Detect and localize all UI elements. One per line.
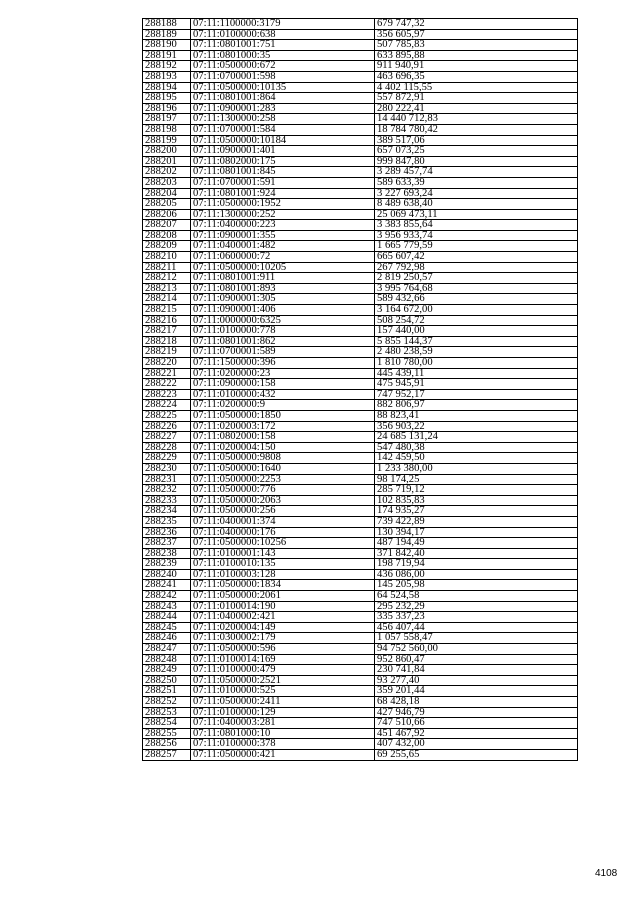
value-cell: 3 995 764,68: [375, 283, 578, 294]
value-cell: 911 940,91: [375, 61, 578, 72]
value-cell: 633 895,88: [375, 50, 578, 61]
cadastral-number-cell: 07:11:0500000:1850: [191, 410, 375, 421]
cadastral-number-cell: 07:11:0700001:589: [191, 347, 375, 358]
cadastral-number-cell: 07:11:0900001:305: [191, 294, 375, 305]
cadastral-number-cell: 07:11:0700001:584: [191, 124, 375, 135]
value-cell: 589 633,39: [375, 177, 578, 188]
cadastral-number-cell: 07:11:0200004:150: [191, 442, 375, 453]
row-number-cell: 288232: [143, 485, 191, 496]
cadastral-number-cell: 07:11:0500000:2411: [191, 697, 375, 708]
value-cell: 747 510,66: [375, 718, 578, 729]
cadastral-number-cell: 07:11:0500000:2521: [191, 675, 375, 686]
table-row: [143, 601, 578, 612]
row-number-cell: 288188: [143, 19, 191, 30]
row-number-cell: 288214: [143, 294, 191, 305]
cadastral-number-cell: 07:11:0500000:256: [191, 506, 375, 517]
row-number-cell: 288246: [143, 633, 191, 644]
cadastral-number-cell: 07:11:0900001:355: [191, 230, 375, 241]
value-cell: 456 407,44: [375, 622, 578, 633]
value-cell: 557 872,91: [375, 93, 578, 104]
row-number-cell: 288194: [143, 82, 191, 93]
row-number-cell: 288247: [143, 644, 191, 655]
row-number-cell: 288256: [143, 739, 191, 750]
value-cell: 18 784 780,42: [375, 124, 578, 135]
row-number-cell: 288201: [143, 156, 191, 167]
value-cell: 130 394,17: [375, 527, 578, 538]
value-cell: 463 696,35: [375, 71, 578, 82]
row-number-cell: 288205: [143, 199, 191, 210]
cadastral-number-cell: 07:11:0802000:175: [191, 156, 375, 167]
value-cell: 445 439,11: [375, 368, 578, 379]
table-row: [143, 156, 578, 167]
value-cell: 24 685 131,24: [375, 432, 578, 443]
row-number-cell: 288208: [143, 230, 191, 241]
value-cell: 157 440,00: [375, 326, 578, 337]
row-number-cell: 288257: [143, 749, 191, 760]
cadastral-number-cell: 07:11:0801001:845: [191, 167, 375, 178]
row-number-cell: 288235: [143, 516, 191, 527]
value-cell: 285 719,12: [375, 485, 578, 496]
cadastral-number-cell: 07:11:1100000:3179: [191, 19, 375, 30]
table-row: [143, 283, 578, 294]
row-number-cell: 288199: [143, 135, 191, 146]
table-row: [143, 252, 578, 263]
value-cell: 142 459,50: [375, 453, 578, 464]
value-cell: 3 383 855,64: [375, 220, 578, 231]
cadastral-number-cell: 07:11:0700001:598: [191, 71, 375, 82]
table-row: [143, 527, 578, 538]
table-row: [143, 305, 578, 316]
value-cell: 679 747,32: [375, 19, 578, 30]
table-row: [143, 654, 578, 665]
value-cell: 436 086,00: [375, 569, 578, 580]
cadastral-number-cell: 07:11:0500000:10184: [191, 135, 375, 146]
value-cell: 1 665 779,59: [375, 241, 578, 252]
table-row: [143, 739, 578, 750]
row-number-cell: 288207: [143, 220, 191, 231]
row-number-cell: 288203: [143, 177, 191, 188]
table-row: [143, 368, 578, 379]
value-cell: 280 222,41: [375, 103, 578, 114]
table-row: [143, 633, 578, 644]
table-row: [143, 347, 578, 358]
row-number-cell: 288242: [143, 591, 191, 602]
cadastral-number-cell: 07:11:0801001:924: [191, 188, 375, 199]
cadastral-number-cell: 07:11:0400000:176: [191, 527, 375, 538]
row-number-cell: 288252: [143, 697, 191, 708]
value-cell: 999 847,80: [375, 156, 578, 167]
table-row: [143, 71, 578, 82]
cadastral-number-cell: 07:11:0500000:421: [191, 749, 375, 760]
table-row: [143, 728, 578, 739]
cadastral-number-cell: 07:11:0700001:591: [191, 177, 375, 188]
table-row: [143, 82, 578, 93]
cadastral-number-cell: 07:11:0802000:158: [191, 432, 375, 443]
table-row: [143, 199, 578, 210]
page-number: 4108: [595, 868, 618, 879]
table-row: [143, 29, 578, 40]
table-row: [143, 220, 578, 231]
value-cell: 747 952,17: [375, 389, 578, 400]
table-row: [143, 146, 578, 157]
table-row: [143, 548, 578, 559]
cadastral-number-cell: 07:11:1300000:252: [191, 209, 375, 220]
table-row: [143, 315, 578, 326]
value-cell: 882 806,97: [375, 400, 578, 411]
table-row: [143, 262, 578, 273]
row-number-cell: 288241: [143, 580, 191, 591]
value-cell: 93 277,40: [375, 675, 578, 686]
cadastral-number-cell: 07:11:0801001:862: [191, 336, 375, 347]
cadastral-number-cell: 07:11:0100014:169: [191, 654, 375, 665]
table-row: [143, 19, 578, 30]
cadastral-number-cell: 07:11:0200000:23: [191, 368, 375, 379]
row-number-cell: 288255: [143, 728, 191, 739]
value-cell: 3 289 457,74: [375, 167, 578, 178]
row-number-cell: 288202: [143, 167, 191, 178]
table-row: [143, 50, 578, 61]
table-row: [143, 209, 578, 220]
table-row: [143, 569, 578, 580]
table-row: [143, 124, 578, 135]
cadastral-value-table: [142, 18, 578, 761]
row-number-cell: 288230: [143, 463, 191, 474]
value-cell: 487 194,49: [375, 538, 578, 549]
cadastral-number-cell: 07:11:0500000:2253: [191, 474, 375, 485]
row-number-cell: 288200: [143, 146, 191, 157]
value-cell: 508 254,72: [375, 315, 578, 326]
row-number-cell: 288224: [143, 400, 191, 411]
row-number-cell: 288244: [143, 612, 191, 623]
table-row: [143, 612, 578, 623]
table-row: [143, 326, 578, 337]
table-row: [143, 675, 578, 686]
cadastral-number-cell: 07:11:0500000:10205: [191, 262, 375, 273]
table-body: [143, 19, 578, 761]
table-row: [143, 749, 578, 760]
cadastral-number-cell: 07:11:0801000:35: [191, 50, 375, 61]
table-row: [143, 40, 578, 51]
value-cell: 507 785,83: [375, 40, 578, 51]
value-cell: 8 489 638,40: [375, 199, 578, 210]
table-row: [143, 177, 578, 188]
row-number-cell: 288233: [143, 495, 191, 506]
table-row: [143, 379, 578, 390]
cadastral-number-cell: 07:11:0500000:1640: [191, 463, 375, 474]
cadastral-number-cell: 07:11:1300000:258: [191, 114, 375, 125]
table-row: [143, 495, 578, 506]
cadastral-number-cell: 07:11:0100000:778: [191, 326, 375, 337]
table-row: [143, 358, 578, 369]
row-number-cell: 288234: [143, 506, 191, 517]
value-cell: 14 440 712,83: [375, 114, 578, 125]
value-cell: 94 752 560,00: [375, 644, 578, 655]
row-number-cell: 288223: [143, 389, 191, 400]
cadastral-number-cell: 07:11:0500000:10135: [191, 82, 375, 93]
value-cell: 451 467,92: [375, 728, 578, 739]
value-cell: 4 402 115,55: [375, 82, 578, 93]
row-number-cell: 288195: [143, 93, 191, 104]
value-cell: 1 057 558,47: [375, 633, 578, 644]
value-cell: 145 205,98: [375, 580, 578, 591]
cadastral-number-cell: 07:11:0801001:893: [191, 283, 375, 294]
row-number-cell: 288206: [143, 209, 191, 220]
value-cell: 230 741,84: [375, 665, 578, 676]
row-number-cell: 288197: [143, 114, 191, 125]
row-number-cell: 288196: [143, 103, 191, 114]
table-row: [143, 188, 578, 199]
value-cell: 3 956 933,74: [375, 230, 578, 241]
row-number-cell: 288210: [143, 252, 191, 263]
table-row: [143, 135, 578, 146]
table-row: [143, 410, 578, 421]
table-row: [143, 697, 578, 708]
cadastral-number-cell: 07:11:0400001:374: [191, 516, 375, 527]
row-number-cell: 288189: [143, 29, 191, 40]
table-row: [143, 61, 578, 72]
value-cell: 359 201,44: [375, 686, 578, 697]
table-row: [143, 230, 578, 241]
cadastral-number-cell: 07:11:0500000:776: [191, 485, 375, 496]
table-row: [143, 389, 578, 400]
value-cell: 295 232,29: [375, 601, 578, 612]
row-number-cell: 288192: [143, 61, 191, 72]
cadastral-number-cell: 07:11:0200003:172: [191, 421, 375, 432]
row-number-cell: 288229: [143, 453, 191, 464]
table-row: [143, 506, 578, 517]
row-number-cell: 288211: [143, 262, 191, 273]
cadastral-number-cell: 07:11:0400003:281: [191, 718, 375, 729]
cadastral-number-cell: 07:11:0100001:143: [191, 548, 375, 559]
cadastral-number-cell: 07:11:0900000:158: [191, 379, 375, 390]
row-number-cell: 288251: [143, 686, 191, 697]
value-cell: 389 517,06: [375, 135, 578, 146]
row-number-cell: 288240: [143, 569, 191, 580]
cadastral-number-cell: 07:11:0801001:864: [191, 93, 375, 104]
row-number-cell: 288215: [143, 305, 191, 316]
row-number-cell: 288212: [143, 273, 191, 284]
value-cell: 1 810 780,00: [375, 358, 578, 369]
row-number-cell: 288190: [143, 40, 191, 51]
cadastral-number-cell: 07:11:0100014:190: [191, 601, 375, 612]
value-cell: 657 073,25: [375, 146, 578, 157]
value-cell: 174 935,27: [375, 506, 578, 517]
row-number-cell: 288204: [143, 188, 191, 199]
cadastral-number-cell: 07:11:0200000:9: [191, 400, 375, 411]
table-row: [143, 516, 578, 527]
value-cell: 3 164 672,00: [375, 305, 578, 316]
value-cell: 665 607,42: [375, 252, 578, 263]
value-cell: 68 428,18: [375, 697, 578, 708]
cadastral-number-cell: 07:11:0100000:638: [191, 29, 375, 40]
value-cell: 5 855 144,37: [375, 336, 578, 347]
value-cell: 198 719,94: [375, 559, 578, 570]
row-number-cell: 288245: [143, 622, 191, 633]
row-number-cell: 288193: [143, 71, 191, 82]
row-number-cell: 288220: [143, 358, 191, 369]
row-number-cell: 288191: [143, 50, 191, 61]
cadastral-number-cell: 07:11:0100000:479: [191, 665, 375, 676]
cadastral-number-cell: 07:11:0500000:596: [191, 644, 375, 655]
value-cell: 589 432,66: [375, 294, 578, 305]
table-row: [143, 474, 578, 485]
value-cell: 1 233 380,00: [375, 463, 578, 474]
row-number-cell: 288226: [143, 421, 191, 432]
row-number-cell: 288216: [143, 315, 191, 326]
row-number-cell: 288209: [143, 241, 191, 252]
value-cell: 69 255,65: [375, 749, 578, 760]
cadastral-number-cell: 07:11:0500000:2063: [191, 495, 375, 506]
value-cell: 3 227 693,24: [375, 188, 578, 199]
table-row: [143, 167, 578, 178]
value-cell: 547 480,38: [375, 442, 578, 453]
cadastral-number-cell: 07:11:0300002:179: [191, 633, 375, 644]
cadastral-number-cell: 07:11:0100003:128: [191, 569, 375, 580]
value-cell: 267 792,98: [375, 262, 578, 273]
value-cell: 356 903,22: [375, 421, 578, 432]
table-row: [143, 442, 578, 453]
cadastral-number-cell: 07:11:0200004:149: [191, 622, 375, 633]
row-number-cell: 288238: [143, 548, 191, 559]
cadastral-number-cell: 07:11:0400002:421: [191, 612, 375, 623]
value-cell: 427 946,79: [375, 707, 578, 718]
value-cell: 2 480 238,59: [375, 347, 578, 358]
cadastral-number-cell: 07:11:0400001:482: [191, 241, 375, 252]
row-number-cell: 288237: [143, 538, 191, 549]
row-number-cell: 288231: [143, 474, 191, 485]
table-row: [143, 580, 578, 591]
row-number-cell: 288225: [143, 410, 191, 421]
cadastral-number-cell: 07:11:0100000:378: [191, 739, 375, 750]
cadastral-number-cell: 07:11:0900001:283: [191, 103, 375, 114]
row-number-cell: 288250: [143, 675, 191, 686]
row-number-cell: 288218: [143, 336, 191, 347]
table-row: [143, 93, 578, 104]
table-row: [143, 103, 578, 114]
cadastral-number-cell: 07:11:0100000:129: [191, 707, 375, 718]
row-number-cell: 288217: [143, 326, 191, 337]
row-number-cell: 288228: [143, 442, 191, 453]
table-row: [143, 273, 578, 284]
value-cell: 371 842,40: [375, 548, 578, 559]
value-cell: 102 835,83: [375, 495, 578, 506]
cadastral-number-cell: 07:11:0400000:223: [191, 220, 375, 231]
table-row: [143, 538, 578, 549]
table-row: [143, 707, 578, 718]
cadastral-number-cell: 07:11:0801001:911: [191, 273, 375, 284]
table-row: [143, 432, 578, 443]
value-cell: 407 432,00: [375, 739, 578, 750]
cadastral-number-cell: 07:11:0500000:1834: [191, 580, 375, 591]
value-cell: 98 174,25: [375, 474, 578, 485]
value-cell: 2 819 250,57: [375, 273, 578, 284]
cadastral-number-cell: 07:11:0500000:9808: [191, 453, 375, 464]
cadastral-number-cell: 07:11:0500000:1952: [191, 199, 375, 210]
row-number-cell: 288239: [143, 559, 191, 570]
cadastral-number-cell: 07:11:0500000:672: [191, 61, 375, 72]
row-number-cell: 288248: [143, 654, 191, 665]
cadastral-number-cell: 07:11:0500000:10256: [191, 538, 375, 549]
table-row: [143, 241, 578, 252]
table-row: [143, 718, 578, 729]
cadastral-number-cell: 07:11:0500000:2061: [191, 591, 375, 602]
row-number-cell: 288221: [143, 368, 191, 379]
table-row: [143, 336, 578, 347]
table-row: [143, 622, 578, 633]
row-number-cell: 288254: [143, 718, 191, 729]
value-cell: 952 860,47: [375, 654, 578, 665]
value-cell: 356 605,97: [375, 29, 578, 40]
value-cell: 739 422,89: [375, 516, 578, 527]
cadastral-number-cell: 07:11:0900001:401: [191, 146, 375, 157]
row-number-cell: 288213: [143, 283, 191, 294]
cadastral-number-cell: 07:11:0100000:432: [191, 389, 375, 400]
value-cell: 88 823,41: [375, 410, 578, 421]
value-cell: 64 524,58: [375, 591, 578, 602]
row-number-cell: 288249: [143, 665, 191, 676]
row-number-cell: 288222: [143, 379, 191, 390]
row-number-cell: 288227: [143, 432, 191, 443]
cadastral-number-cell: 07:11:0600000:72: [191, 252, 375, 263]
table-row: [143, 686, 578, 697]
cadastral-number-cell: 07:11:0801000:10: [191, 728, 375, 739]
row-number-cell: 288198: [143, 124, 191, 135]
table-row: [143, 559, 578, 570]
value-cell: 335 337,23: [375, 612, 578, 623]
row-number-cell: 288253: [143, 707, 191, 718]
table-row: [143, 294, 578, 305]
cadastral-number-cell: 07:11:0801001:751: [191, 40, 375, 51]
table-row: [143, 114, 578, 125]
row-number-cell: 288219: [143, 347, 191, 358]
cadastral-number-cell: 07:11:0100000:525: [191, 686, 375, 697]
cadastral-number-cell: 07:11:0100010:135: [191, 559, 375, 570]
table-row: [143, 421, 578, 432]
row-number-cell: 288236: [143, 527, 191, 538]
table-row: [143, 463, 578, 474]
table-row: [143, 644, 578, 655]
cadastral-number-cell: 07:11:1500000:396: [191, 358, 375, 369]
row-number-cell: 288243: [143, 601, 191, 612]
table-row: [143, 400, 578, 411]
table-row: [143, 591, 578, 602]
cadastral-number-cell: 07:11:0900001:406: [191, 305, 375, 316]
cadastral-number-cell: 07:11:0000000:6325: [191, 315, 375, 326]
table-row: [143, 665, 578, 676]
table-row: [143, 485, 578, 496]
value-cell: 475 945,91: [375, 379, 578, 390]
value-cell: 25 069 473,11: [375, 209, 578, 220]
table-row: [143, 453, 578, 464]
